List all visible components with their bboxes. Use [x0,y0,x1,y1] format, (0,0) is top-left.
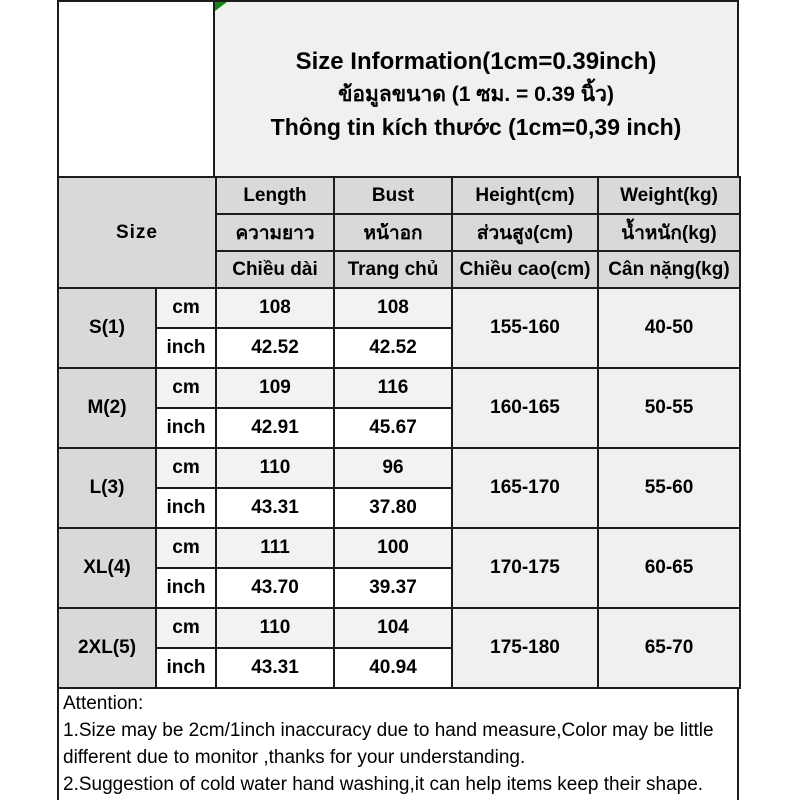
green-corner-flag-icon [215,2,227,11]
height-range-cell: 155-160 [452,288,598,368]
unit-inch-cell: inch [156,328,216,368]
title-row [57,0,739,178]
unit-inch-cell: inch [156,648,216,688]
height-range-cell: 170-175 [452,528,598,608]
col-header-bust-en: Bust [334,177,452,214]
top-left-blank-box [57,0,215,178]
size-label-cell: S(1) [58,288,156,368]
length-inch-value: 42.91 [216,408,334,448]
height-range-cell: 160-165 [452,368,598,448]
length-cm-value: 110 [216,608,334,648]
weight-range-cell: 50-55 [598,368,740,448]
bust-cm-value: 108 [334,288,452,328]
col-header-length-vi: Chiều dài [216,251,334,288]
bust-cm-value: 104 [334,608,452,648]
length-cm-value: 108 [216,288,334,328]
unit-cm-cell: cm [156,608,216,648]
size-chart-sheet [57,0,739,800]
title-thai: ข้อมูลขนาด (1 ซม. = 0.39 นิ้ว) [338,82,614,106]
header-row-english [58,177,740,214]
length-inch-value: 43.31 [216,488,334,528]
bust-cm-value: 116 [334,368,452,408]
bust-cm-value: 96 [334,448,452,488]
weight-range-cell: 60-65 [598,528,740,608]
height-range-cell: 175-180 [452,608,598,688]
attention-box [57,687,739,800]
col-header-length-en: Length [216,177,334,214]
length-inch-value: 43.31 [216,648,334,688]
unit-cm-cell: cm [156,288,216,328]
length-cm-value: 111 [216,528,334,568]
bust-inch-value: 45.67 [334,408,452,448]
unit-inch-cell: inch [156,568,216,608]
col-header-height-en: Height(cm) [452,177,598,214]
attention-note-2: 2.Suggestion of cold water hand washing,it can help items keep their shape. [63,774,704,795]
unit-cm-cell: cm [156,448,216,488]
size-label-cell: L(3) [58,448,156,528]
col-header-weight-th: น้ำหนัก(kg) [598,214,740,251]
height-range-cell: 165-170 [452,448,598,528]
col-header-weight-en: Weight(kg) [598,177,740,214]
row-m2-cm [58,368,740,408]
size-label-cell: XL(4) [58,528,156,608]
title-box [213,0,739,178]
attention-title: Attention: [63,693,144,714]
unit-cm-cell: cm [156,528,216,568]
unit-cm-cell: cm [156,368,216,408]
col-header-bust-th: หน้าอก [334,214,452,251]
col-header-length-th: ความยาว [216,214,334,251]
bust-inch-value: 42.52 [334,328,452,368]
unit-inch-cell: inch [156,408,216,448]
bust-inch-value: 40.94 [334,648,452,688]
col-header-bust-vi: Trang chủ [334,251,452,288]
length-cm-value: 109 [216,368,334,408]
length-cm-value: 110 [216,448,334,488]
col-header-height-vi: Chiều cao(cm) [452,251,598,288]
weight-range-cell: 40-50 [598,288,740,368]
col-header-weight-vi: Cân nặng(kg) [598,251,740,288]
length-inch-value: 42.52 [216,328,334,368]
unit-inch-cell: inch [156,488,216,528]
bust-inch-value: 39.37 [334,568,452,608]
title-english: Size Information(1cm=0.39inch) [295,47,657,75]
bust-inch-value: 37.80 [334,488,452,528]
size-label-cell: 2XL(5) [58,608,156,688]
attention-note-1: 1.Size may be 2cm/1inch inaccuracy due to hand measure,Color may be little different due to monitor ,thanks for your understanding. [63,720,714,768]
size-corner-cell: Size [58,177,216,288]
row-2xl5-cm [58,608,740,648]
col-header-height-th: ส่วนสูง(cm) [452,214,598,251]
row-s1-cm [58,288,740,328]
weight-range-cell: 65-70 [598,608,740,688]
length-inch-value: 43.70 [216,568,334,608]
bust-cm-value: 100 [334,528,452,568]
row-l3-cm [58,448,740,488]
size-label-cell: M(2) [58,368,156,448]
title-vietnamese: Thông tin kích thước (1cm=0,39 inch) [270,113,682,140]
row-xl4-cm [58,528,740,568]
size-table [57,176,741,689]
weight-range-cell: 55-60 [598,448,740,528]
